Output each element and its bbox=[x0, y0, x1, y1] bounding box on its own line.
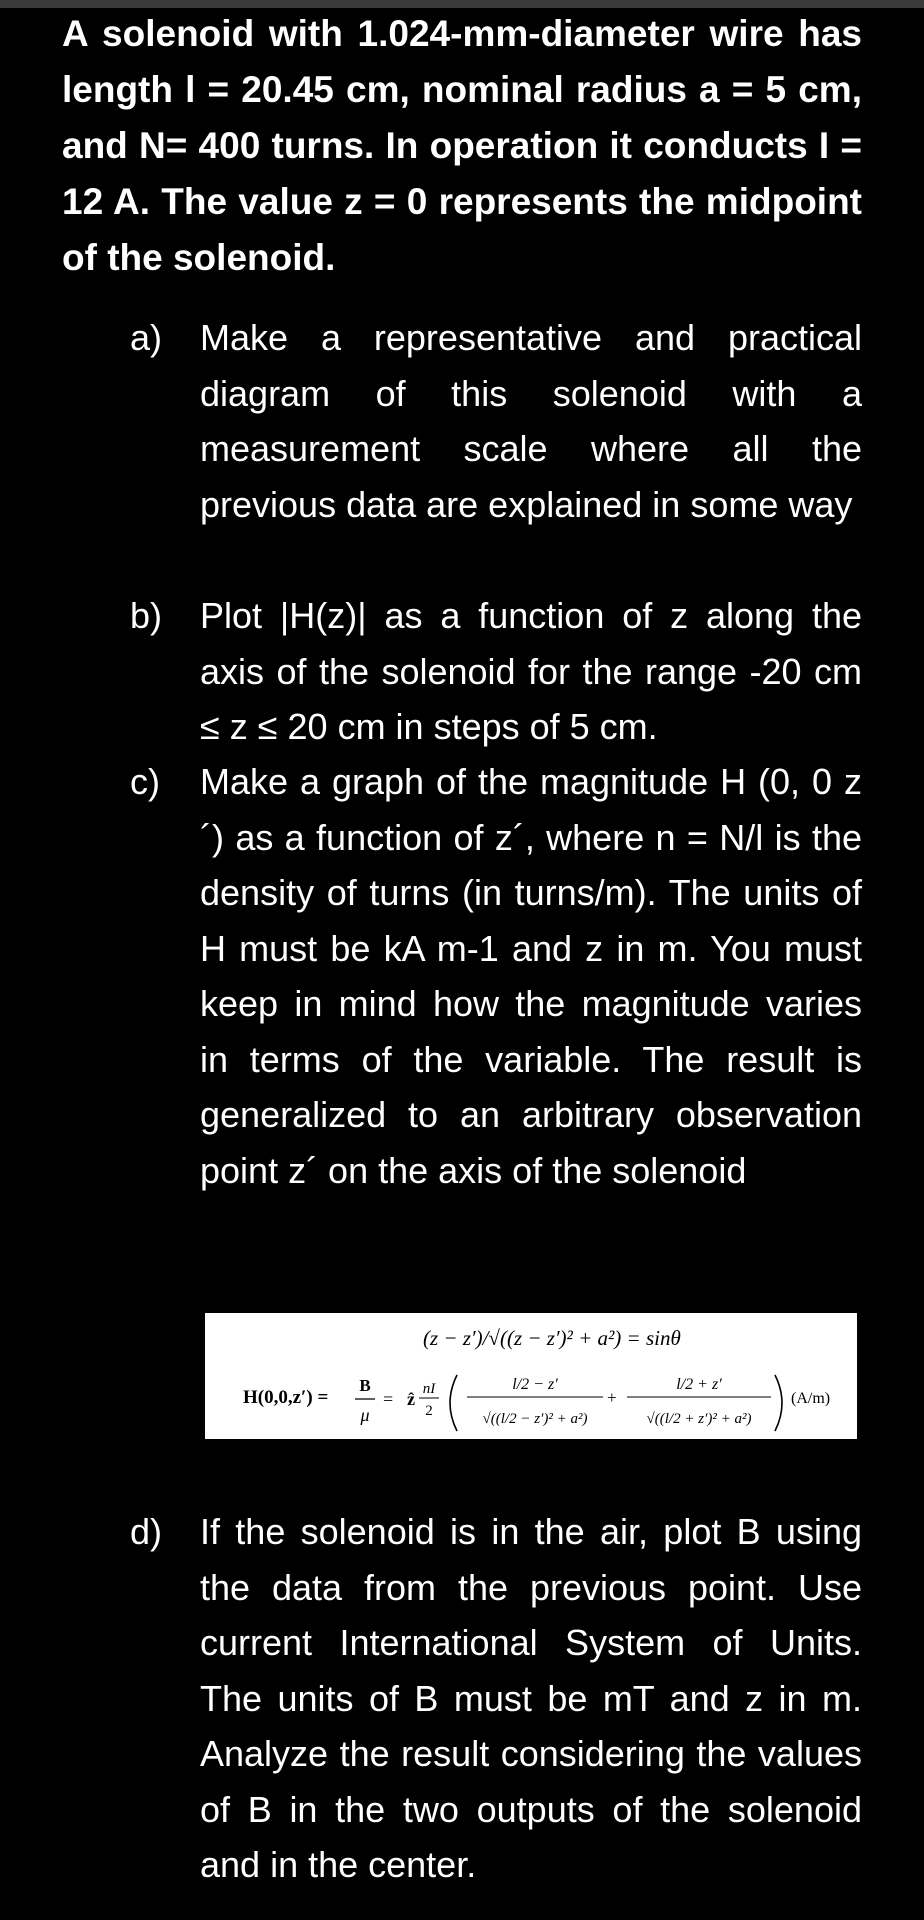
right-paren bbox=[775, 1375, 782, 1431]
question-text: Make a graph of the magnitude H (0, 0 z´) as a function of z´, where n = N/l is the density of turns (in turns/m). The units of H must be kA m-1 and z in m. You must keep in mind how the magnitude varies in terms of the variable. The result is generalized to an arbitrary observation point z´ on the axis of the solenoid bbox=[200, 761, 862, 1191]
formula-lhs: H(0,0,z′) = bbox=[243, 1387, 329, 1408]
formula-plus: + bbox=[607, 1388, 617, 1407]
left-paren bbox=[450, 1375, 457, 1431]
problem-statement: A solenoid with 1.024-mm-diameter wire has length l = 20.45 cm, nominal radius a = 5 cm, and N= 400 turns. In operation it conducts I = 12 A. The value z = 0 represents the midpoint of the solenoid. bbox=[62, 13, 862, 278]
formula-units: (A/m) bbox=[791, 1390, 831, 1407]
question-marker: d) bbox=[130, 1511, 163, 1552]
formula-z-hat: ẑ bbox=[407, 1389, 415, 1409]
formula-equals: = bbox=[383, 1389, 394, 1409]
formula-term1-den: √((l/2 − z′)² + a²) bbox=[482, 1411, 588, 1427]
formula-b: B bbox=[359, 1376, 371, 1395]
formula-term1-num: l/2 − z′ bbox=[512, 1376, 558, 1393]
question-text: Make a representative and practical diagram of this solenoid with a measurement scale where all the previous data are explained in some way bbox=[200, 317, 862, 525]
formula-term2-num: l/2 + z′ bbox=[676, 1376, 722, 1393]
question-marker: b) bbox=[130, 595, 163, 636]
question-text: Plot |H(z)| as a function of z along the axis of the solenoid for the range -20 cm ≤ z ≤ 20 cm in steps of 5 cm. bbox=[200, 595, 862, 747]
question-marker: a) bbox=[130, 317, 163, 358]
formula-mu: μ bbox=[360, 1405, 370, 1425]
formula-image bbox=[205, 1313, 857, 1439]
formula-sin-theta: (z − z′)/√((z − z′)² + a²) = sinθ bbox=[423, 1326, 681, 1350]
question-marker: c) bbox=[130, 761, 160, 802]
formula-coef-den: 2 bbox=[425, 1403, 433, 1419]
formula-coef-num: nI bbox=[422, 1381, 436, 1397]
formula-term2-den: √((l/2 + z′)² + a²) bbox=[646, 1411, 752, 1427]
question-text: If the solenoid is in the air, plot B using the data from the previous point. Use current International System of Units. The units of B must be mT and z in m. Analyze the result considering the values of B in the two outputs of the solenoid and in the center. bbox=[200, 1511, 862, 1885]
